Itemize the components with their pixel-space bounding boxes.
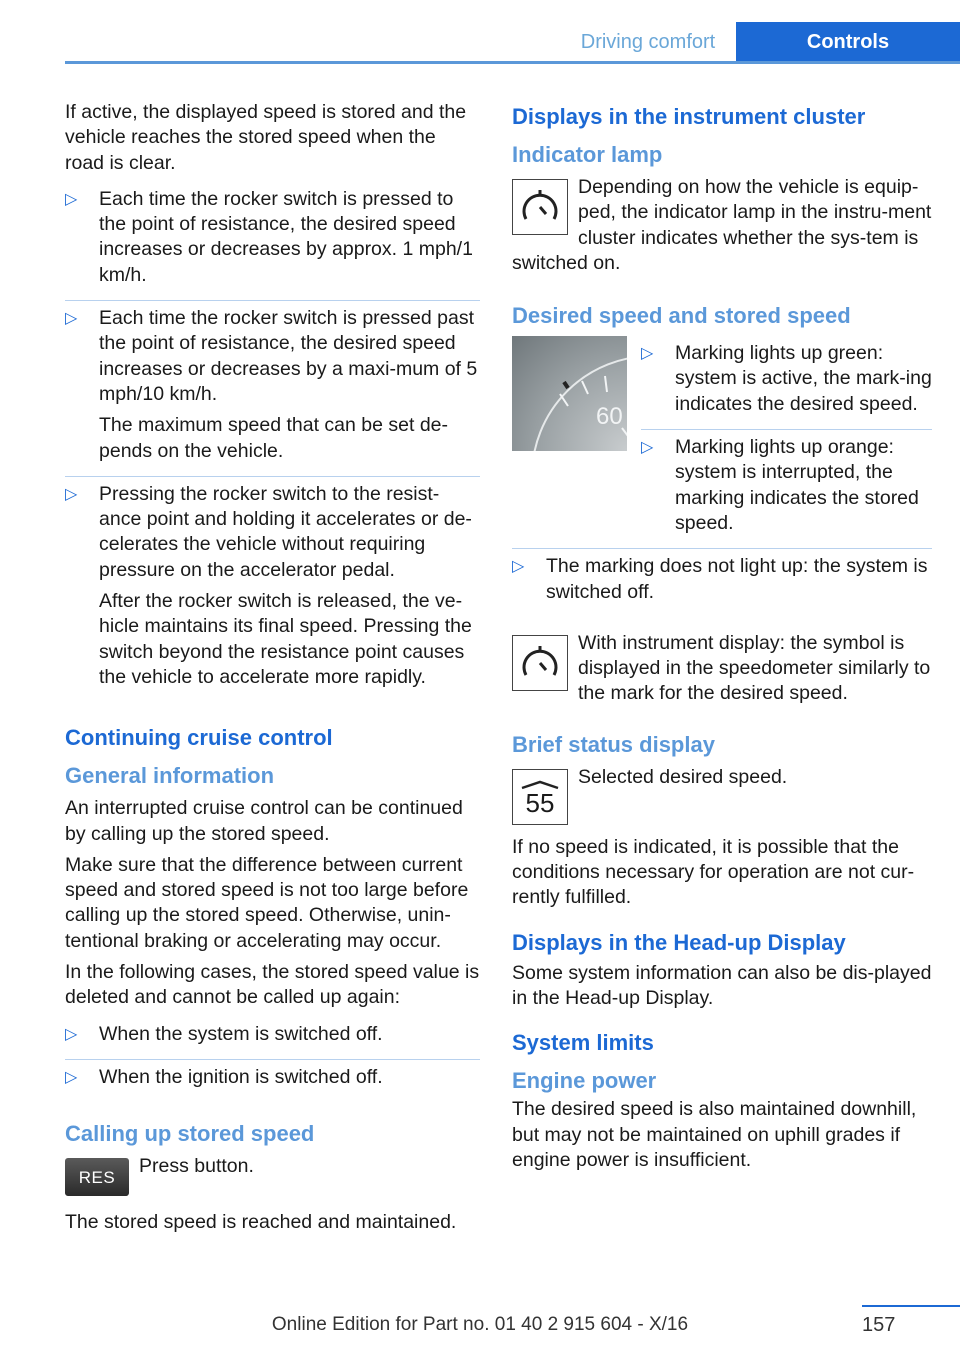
instrument-display-text: With instrument display: the symbol is displayed in the speedometer similarly to the mark for the desired speed. <box>578 631 931 705</box>
triangle-bullet-icon: ▷ <box>641 345 654 363</box>
heading-continuing-cruise-control: Continuing cruise control <box>65 725 333 751</box>
list-item-text: The marking does not light up: the system is switched off. <box>546 555 928 603</box>
triangle-bullet-icon: ▷ <box>65 1068 78 1086</box>
indicator-text: Depending on how the vehicle is equip‐ped, the indicator lamp in the instru‐ment cluster indicates whether the sys‐tem is switched on. <box>512 176 932 274</box>
heading-head-up-display: Displays in the Head-up Display <box>512 929 846 955</box>
instrument-display-figure <box>512 631 932 713</box>
brief-status-figure <box>512 765 932 827</box>
speed-value: 55 <box>525 787 555 818</box>
marking-list <box>641 336 932 548</box>
triangle-bullet-icon: ▷ <box>512 558 525 576</box>
list-item <box>512 549 932 617</box>
res-button[interactable]: RES <box>65 1158 129 1196</box>
list-item <box>65 1017 480 1060</box>
heading-engine-power: Engine power <box>512 1068 657 1094</box>
rocker-switch-list <box>65 182 480 702</box>
list-item-text: Marking lights up green: system is active, the mark‐ing indicates the desired speed. <box>675 342 932 415</box>
triangle-bullet-icon: ▷ <box>65 485 78 503</box>
head-up-text: Some system information can also be dis‐played in the Head-up Display. <box>512 961 932 1009</box>
list-item-note: The maximum speed that can be set de‐pends on the vehicle. <box>99 414 449 462</box>
heading-general-information: General information <box>65 763 275 789</box>
speedometer-figure <box>512 336 932 548</box>
press-button-text: Press button. <box>139 1155 254 1178</box>
edition-line: Online Edition for Part no. 01 40 2 915 604 - X/16 <box>271 1314 689 1335</box>
list-item <box>65 182 480 301</box>
marking-off-list <box>512 548 932 617</box>
section-tab[interactable]: Driving comfort <box>580 30 716 53</box>
deletion-cases-list <box>65 1017 480 1103</box>
intro-paragraph: If active, the displayed speed is stored and the vehicle reaches the stored speed when the road is clear. <box>65 101 467 174</box>
list-item <box>65 301 480 477</box>
general-paragraph: An interrupted cruise control can be continued by calling up the stored speed. <box>65 797 463 845</box>
list-item-text: Each time the rocker switch is pressed past the point of resistance, the desired speed increases or decreases by a maxi‐mum of 5 mph/10 km/h. <box>99 307 478 405</box>
list-item <box>65 1060 480 1102</box>
page-number: 157 <box>862 1314 896 1336</box>
triangle-bullet-icon: ▷ <box>65 1025 78 1043</box>
engine-power-text: The desired speed is also maintained downhill, but may not be maintained on uphill grades if engine power is insufficient. <box>512 1098 917 1171</box>
list-item-text: Pressing the rocker switch to the resist‐ance point and holding it accelerates or de‐celerates the vehicle without requiring pressure on the accelerator pedal. <box>99 482 472 581</box>
indicator-figure <box>512 175 932 282</box>
triangle-bullet-icon: ▷ <box>641 439 654 457</box>
general-paragraph: Make sure that the difference between current speed and stored speed is not too large before calling up the stored speed. Otherwise, unin‐tentional braking or accelerating may occur. <box>65 853 469 952</box>
triangle-bullet-icon: ▷ <box>65 310 78 328</box>
speed-55-icon <box>512 769 568 825</box>
heading-calling-up-stored-speed: Calling up stored speed <box>65 1121 315 1147</box>
list-item-text: When the ignition is switched off. <box>99 1065 383 1088</box>
triangle-bullet-icon: ▷ <box>65 190 78 208</box>
cruise-control-indicator-icon <box>512 635 568 691</box>
list-item <box>65 477 480 702</box>
right-column <box>512 100 932 1179</box>
speedometer-number: 60 <box>596 403 623 431</box>
list-item-note: After the rocker switch is released, the ve‐hicle maintains its final speed. Pressing the switch beyond the resistance point causes the vehicle to accelerate more rapidly. <box>99 590 472 688</box>
chapter-tab[interactable]: Controls <box>736 22 960 62</box>
heading-displays-instrument-cluster: Displays in the instrument cluster <box>512 104 866 129</box>
heading-desired-and-stored-speed: Desired speed and stored speed <box>512 303 851 329</box>
heading-indicator-lamp: Indicator lamp <box>512 142 663 167</box>
speedometer-image <box>512 336 627 451</box>
heading-system-limits: System limits <box>512 1030 654 1056</box>
footer-rule <box>862 1305 960 1307</box>
list-item-text: When the system is switched off. <box>99 1022 383 1045</box>
list-item-text: Each time the rocker switch is pressed to the point of resistance, the desired speed increases or decreases by approx. 1 mph/1 km/h. <box>99 187 473 286</box>
list-item-text: Marking lights up orange: system is interrupted, the marking indicates the stored speed. <box>675 436 919 534</box>
cruise-control-indicator-icon <box>512 179 568 235</box>
header-rule <box>65 61 960 64</box>
list-item <box>641 336 932 430</box>
list-item <box>641 430 932 548</box>
no-speed-text: If no speed is indicated, it is possible that the conditions necessary for operation are not cur‐rently fulfilled. <box>512 835 915 909</box>
running-header <box>560 22 960 62</box>
brief-status-text: Selected desired speed. <box>578 765 788 788</box>
res-figure <box>65 1154 480 1200</box>
reached-text: The stored speed is reached and maintained. <box>65 1211 457 1234</box>
general-paragraph: In the following cases, the stored speed value is deleted and cannot be called up again: <box>65 961 480 1009</box>
heading-brief-status-display: Brief status display <box>512 731 715 757</box>
left-column <box>65 100 480 1242</box>
